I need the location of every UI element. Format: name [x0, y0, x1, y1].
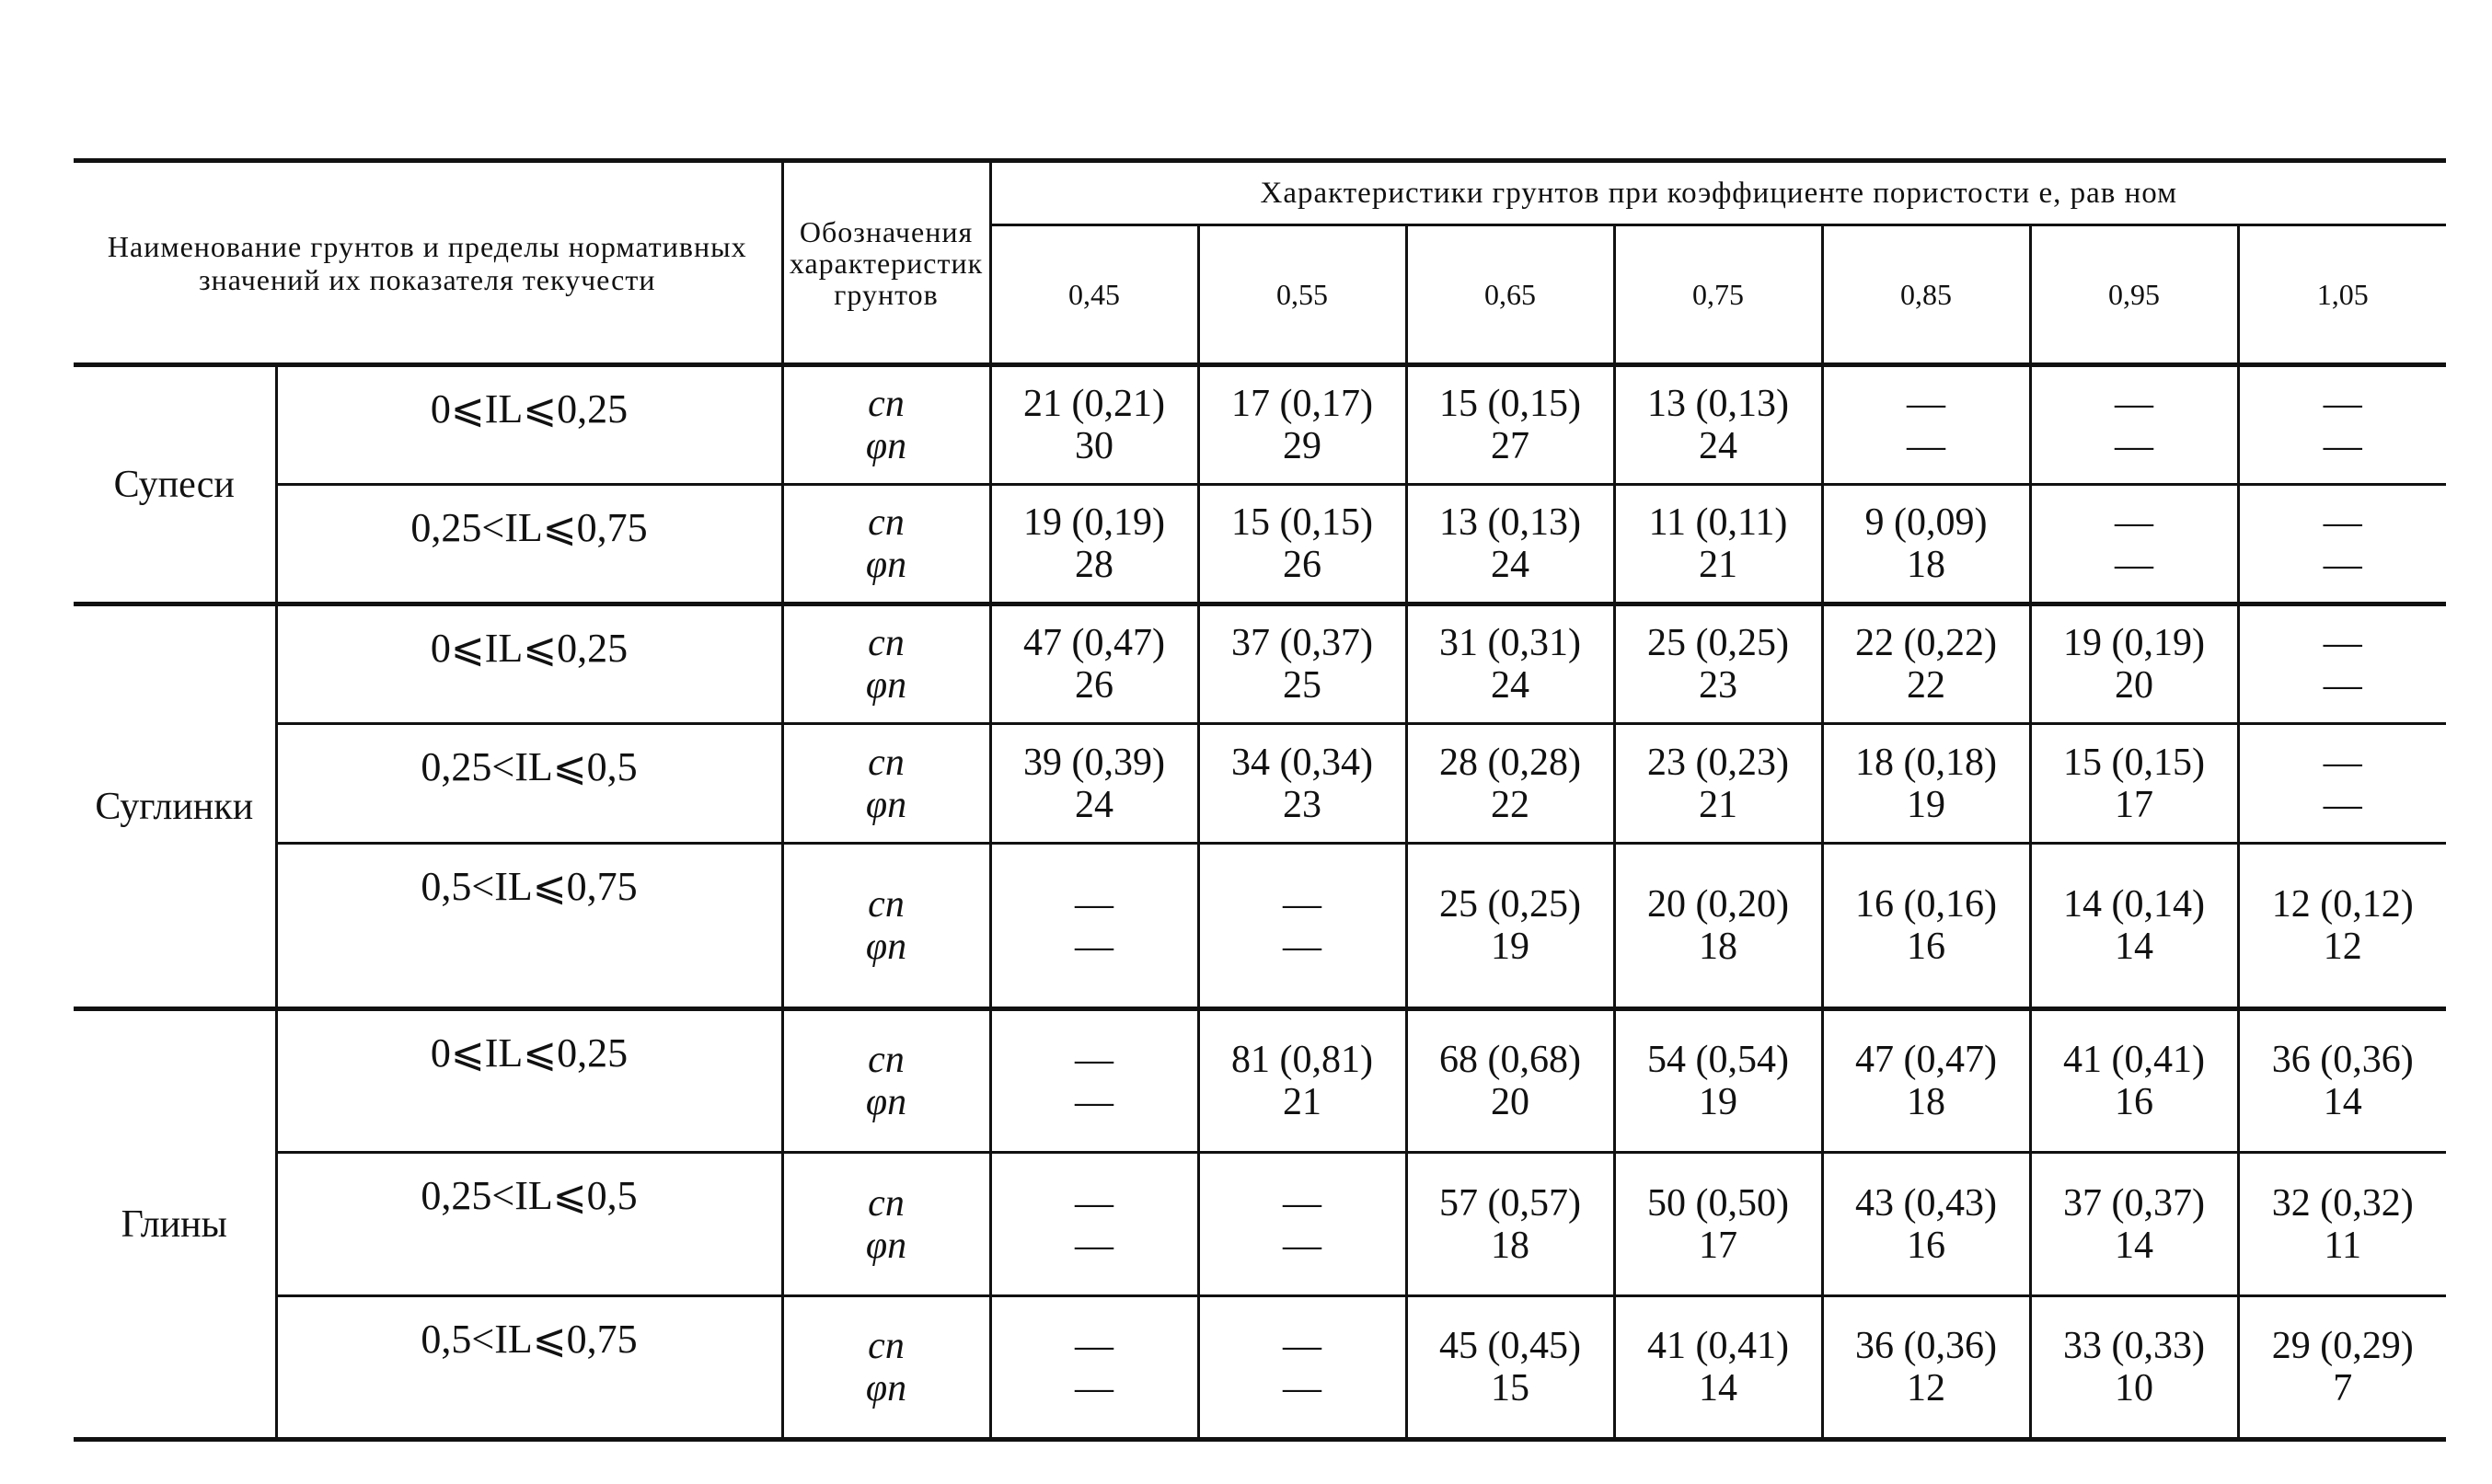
- friction-angle-value: 21: [1283, 1081, 1321, 1123]
- soil-type-name: Глины: [74, 1009, 276, 1440]
- characteristic-symbols: [782, 604, 990, 724]
- friction-angle-value: 19: [1907, 783, 1945, 826]
- cohesion-value: 34 (0,34): [1231, 741, 1373, 784]
- cohesion-value: —: [2115, 501, 2153, 544]
- value-cell: [1198, 485, 1406, 604]
- friction-angle-value: 26: [1075, 664, 1113, 707]
- value-cell: [1614, 1153, 1822, 1296]
- cohesion-value: —: [2323, 741, 2362, 784]
- cohesion-value: —: [2323, 501, 2362, 544]
- friction-angle-value: —: [2323, 783, 2362, 826]
- table-row: [74, 724, 2446, 844]
- friction-angle-value: 25: [1283, 664, 1321, 707]
- value-cell: [2238, 365, 2446, 485]
- friction-angle-symbol: φn: [865, 1367, 907, 1409]
- liquidity-index-range: 0,25<IL⩽0,75: [276, 485, 782, 604]
- value-cell: [1406, 1009, 1614, 1153]
- value-cell: [1198, 1296, 1406, 1440]
- cohesion-value: 19 (0,19): [2063, 622, 2205, 664]
- cohesion-value: 47 (0,47): [1855, 1039, 1997, 1081]
- friction-angle-value: —: [1907, 425, 1945, 467]
- friction-angle-value: 16: [2115, 1081, 2153, 1123]
- header-soil-name: Наименование грунтов и пределы нормативных значений их показателя текучести: [74, 161, 782, 365]
- cohesion-value: 14 (0,14): [2063, 883, 2205, 926]
- friction-angle-symbol: φn: [865, 783, 907, 826]
- characteristic-symbols: [782, 844, 990, 1009]
- friction-angle-value: —: [1075, 1367, 1113, 1409]
- friction-angle-value: 23: [1283, 783, 1321, 826]
- friction-angle-symbol: φn: [865, 1224, 907, 1267]
- cohesion-value: 15 (0,15): [1231, 501, 1373, 544]
- value-cell: [1614, 485, 1822, 604]
- cohesion-value: 50 (0,50): [1647, 1181, 1789, 1225]
- friction-angle-value: 12: [1907, 1367, 1945, 1409]
- friction-angle-value: —: [1283, 926, 1321, 968]
- value-cell: [1406, 724, 1614, 844]
- liquidity-index-range: 0,25<IL⩽0,5: [276, 724, 782, 844]
- value-cell: [1198, 1153, 1406, 1296]
- cohesion-value: —: [2115, 383, 2153, 425]
- table-row: [74, 485, 2446, 604]
- value-cell: [2238, 485, 2446, 604]
- value-cell: [1822, 724, 2030, 844]
- value-cell: [2030, 604, 2238, 724]
- value-cell: [1406, 1153, 1614, 1296]
- cohesion-value: 37 (0,37): [2063, 1181, 2205, 1225]
- header-porosity-group: Характеристики грунтов при коэффициенте пористости e, рав ном: [990, 161, 2446, 225]
- cohesion-value: 15 (0,15): [2063, 741, 2205, 784]
- value-cell: [2030, 1296, 2238, 1440]
- cohesion-value: 32 (0,32): [2271, 1181, 2414, 1225]
- cohesion-value: 37 (0,37): [1231, 622, 1373, 664]
- cohesion-value: 36 (0,36): [2271, 1039, 2414, 1081]
- liquidity-index-range: 0⩽IL⩽0,25: [276, 604, 782, 724]
- value-cell: [1198, 1009, 1406, 1153]
- value-cell: [990, 485, 1198, 604]
- header-e-value: 1,05: [2238, 225, 2446, 365]
- friction-angle-value: 16: [1907, 1224, 1945, 1267]
- cohesion-symbol: cn: [868, 1039, 905, 1081]
- friction-angle-symbol: φn: [865, 664, 907, 707]
- friction-angle-value: 14: [1699, 1367, 1737, 1409]
- cohesion-value: 47 (0,47): [1023, 622, 1165, 664]
- cohesion-value: 33 (0,33): [2063, 1325, 2205, 1367]
- value-cell: [2238, 1296, 2446, 1440]
- liquidity-index-range: 0⩽IL⩽0,25: [276, 365, 782, 485]
- value-cell: [1406, 1296, 1614, 1440]
- value-cell: [990, 1153, 1198, 1296]
- liquidity-index-range: 0,25<IL⩽0,5: [276, 1153, 782, 1296]
- friction-angle-value: —: [1283, 1224, 1321, 1267]
- friction-angle-value: 24: [1699, 425, 1737, 467]
- friction-angle-value: 17: [1699, 1224, 1737, 1267]
- header-e-value: 0,85: [1822, 225, 2030, 365]
- value-cell: [1406, 844, 1614, 1009]
- table-row: [74, 365, 2446, 485]
- cohesion-value: 43 (0,43): [1855, 1181, 1997, 1225]
- value-cell: [2030, 365, 2238, 485]
- cohesion-symbol: cn: [868, 622, 905, 664]
- value-cell: [1614, 1009, 1822, 1153]
- friction-angle-value: 19: [1699, 1081, 1737, 1123]
- cohesion-value: 19 (0,19): [1023, 501, 1165, 544]
- cohesion-value: 31 (0,31): [1439, 622, 1581, 664]
- value-cell: [990, 1296, 1198, 1440]
- characteristic-symbols: [782, 724, 990, 844]
- friction-angle-value: 30: [1075, 425, 1113, 467]
- value-cell: [1614, 844, 1822, 1009]
- table-row: [74, 1296, 2446, 1440]
- cohesion-symbol: cn: [868, 383, 905, 425]
- friction-angle-value: 18: [1907, 544, 1945, 586]
- cohesion-value: 41 (0,41): [1647, 1325, 1789, 1367]
- cohesion-value: —: [1283, 1325, 1321, 1367]
- soil-type-name: Суглинки: [74, 604, 276, 1009]
- cohesion-symbol: cn: [868, 1325, 905, 1367]
- header-e-value: 0,65: [1406, 225, 1614, 365]
- value-cell: [1198, 724, 1406, 844]
- cohesion-value: 9 (0,09): [1864, 501, 1988, 544]
- cohesion-value: 23 (0,23): [1647, 741, 1789, 784]
- friction-angle-value: 22: [1907, 664, 1945, 707]
- friction-angle-value: 10: [2115, 1367, 2153, 1409]
- value-cell: [2030, 1153, 2238, 1296]
- friction-angle-value: —: [2323, 425, 2362, 467]
- friction-angle-value: —: [1075, 926, 1113, 968]
- value-cell: [1822, 1009, 2030, 1153]
- cohesion-value: —: [1075, 1039, 1113, 1081]
- friction-angle-value: —: [1075, 1224, 1113, 1267]
- friction-angle-value: 12: [2323, 926, 2362, 968]
- cohesion-value: —: [2323, 622, 2362, 664]
- friction-angle-value: 24: [1491, 544, 1529, 586]
- value-cell: [1614, 365, 1822, 485]
- value-cell: [990, 844, 1198, 1009]
- soil-characteristics-table: [74, 158, 2446, 1442]
- friction-angle-value: —: [2115, 425, 2153, 467]
- cohesion-symbol: cn: [868, 501, 905, 544]
- cohesion-value: 17 (0,17): [1231, 383, 1373, 425]
- friction-angle-value: 14: [2115, 926, 2153, 968]
- table-row: [74, 1009, 2446, 1153]
- value-cell: [2030, 1009, 2238, 1153]
- friction-angle-value: 15: [1491, 1367, 1529, 1409]
- value-cell: [1822, 485, 2030, 604]
- friction-angle-symbol: φn: [865, 544, 907, 586]
- cohesion-value: 81 (0,81): [1231, 1039, 1373, 1081]
- cohesion-value: 25 (0,25): [1647, 622, 1789, 664]
- cohesion-value: 15 (0,15): [1439, 383, 1581, 425]
- table-row: [74, 604, 2446, 724]
- value-cell: [1406, 604, 1614, 724]
- value-cell: [1614, 724, 1822, 844]
- characteristic-symbols: [782, 1009, 990, 1153]
- friction-angle-value: 20: [2115, 664, 2153, 707]
- value-cell: [2030, 844, 2238, 1009]
- value-cell: [2238, 1153, 2446, 1296]
- friction-angle-value: 14: [2115, 1224, 2153, 1267]
- friction-angle-value: 21: [1699, 783, 1737, 826]
- cohesion-symbol: cn: [868, 883, 905, 926]
- friction-angle-value: 24: [1075, 783, 1113, 826]
- friction-angle-value: 16: [1907, 926, 1945, 968]
- header-e-value: 0,75: [1614, 225, 1822, 365]
- friction-angle-value: 26: [1283, 544, 1321, 586]
- header-e-value: 0,45: [990, 225, 1198, 365]
- cohesion-value: —: [1907, 383, 1945, 425]
- value-cell: [1822, 365, 2030, 485]
- header-e-value: 0,55: [1198, 225, 1406, 365]
- value-cell: [2238, 844, 2446, 1009]
- cohesion-value: 36 (0,36): [1855, 1325, 1997, 1367]
- friction-angle-value: 21: [1699, 544, 1737, 586]
- friction-angle-value: 7: [2333, 1367, 2353, 1409]
- value-cell: [2238, 604, 2446, 724]
- header-symbol: Обозначения характеристик грунтов: [782, 161, 990, 365]
- value-cell: [1198, 844, 1406, 1009]
- cohesion-value: —: [1283, 883, 1321, 926]
- cohesion-value: 54 (0,54): [1647, 1039, 1789, 1081]
- value-cell: [1198, 365, 1406, 485]
- cohesion-value: 11 (0,11): [1648, 501, 1788, 544]
- value-cell: [1822, 1296, 2030, 1440]
- friction-angle-value: 24: [1491, 664, 1529, 707]
- friction-angle-value: —: [1075, 1081, 1113, 1123]
- cohesion-value: 22 (0,22): [1855, 622, 1997, 664]
- cohesion-symbol: cn: [868, 1181, 905, 1225]
- cohesion-value: 39 (0,39): [1023, 741, 1165, 784]
- cohesion-value: 13 (0,13): [1439, 501, 1581, 544]
- value-cell: [1614, 1296, 1822, 1440]
- value-cell: [1406, 365, 1614, 485]
- cohesion-value: —: [1283, 1181, 1321, 1225]
- friction-angle-value: 19: [1491, 926, 1529, 968]
- characteristic-symbols: [782, 1153, 990, 1296]
- friction-angle-value: 18: [1907, 1081, 1945, 1123]
- value-cell: [990, 365, 1198, 485]
- cohesion-value: 45 (0,45): [1439, 1325, 1581, 1367]
- friction-angle-value: 27: [1491, 425, 1529, 467]
- table-row: [74, 1153, 2446, 1296]
- friction-angle-value: 22: [1491, 783, 1529, 826]
- cohesion-value: 20 (0,20): [1647, 883, 1789, 926]
- friction-angle-value: —: [2323, 664, 2362, 707]
- characteristic-symbols: [782, 1296, 990, 1440]
- value-cell: [2238, 1009, 2446, 1153]
- cohesion-value: 28 (0,28): [1439, 741, 1581, 784]
- cohesion-value: 16 (0,16): [1855, 883, 1997, 926]
- value-cell: [1822, 844, 2030, 1009]
- liquidity-index-range: 0,5<IL⩽0,75: [276, 1296, 782, 1440]
- cohesion-value: —: [1075, 1181, 1113, 1225]
- cohesion-value: 18 (0,18): [1855, 741, 1997, 784]
- cohesion-value: 41 (0,41): [2063, 1039, 2205, 1081]
- value-cell: [1822, 1153, 2030, 1296]
- friction-angle-value: —: [2323, 544, 2362, 586]
- friction-angle-symbol: φn: [865, 1081, 907, 1123]
- value-cell: [2030, 724, 2238, 844]
- characteristic-symbols: [782, 485, 990, 604]
- value-cell: [990, 724, 1198, 844]
- friction-angle-value: 28: [1075, 544, 1113, 586]
- value-cell: [1406, 485, 1614, 604]
- friction-angle-value: 23: [1699, 664, 1737, 707]
- value-cell: [1614, 604, 1822, 724]
- friction-angle-value: 20: [1491, 1081, 1529, 1123]
- cohesion-value: 29 (0,29): [2271, 1325, 2414, 1367]
- value-cell: [2238, 724, 2446, 844]
- friction-angle-value: 14: [2323, 1081, 2362, 1123]
- friction-angle-value: 17: [2115, 783, 2153, 826]
- characteristic-symbols: [782, 365, 990, 485]
- value-cell: [1822, 604, 2030, 724]
- value-cell: [2030, 485, 2238, 604]
- friction-angle-symbol: φn: [865, 926, 907, 968]
- liquidity-index-range: 0,5<IL⩽0,75: [276, 844, 782, 1009]
- cohesion-value: —: [1075, 1325, 1113, 1367]
- cohesion-value: —: [1075, 883, 1113, 926]
- cohesion-value: 12 (0,12): [2271, 883, 2414, 926]
- cohesion-value: 13 (0,13): [1647, 383, 1789, 425]
- value-cell: [990, 604, 1198, 724]
- value-cell: [1198, 604, 1406, 724]
- friction-angle-value: 11: [2324, 1224, 2361, 1267]
- friction-angle-value: 18: [1699, 926, 1737, 968]
- friction-angle-symbol: φn: [865, 425, 907, 467]
- cohesion-value: 57 (0,57): [1439, 1181, 1581, 1225]
- liquidity-index-range: 0⩽IL⩽0,25: [276, 1009, 782, 1153]
- cohesion-value: —: [2323, 383, 2362, 425]
- value-cell: [990, 1009, 1198, 1153]
- friction-angle-value: 29: [1283, 425, 1321, 467]
- cohesion-value: 21 (0,21): [1023, 383, 1165, 425]
- header-e-value: 0,95: [2030, 225, 2238, 365]
- friction-angle-value: 18: [1491, 1224, 1529, 1267]
- soil-type-name: Супеси: [74, 365, 276, 604]
- friction-angle-value: —: [1283, 1367, 1321, 1409]
- cohesion-value: 25 (0,25): [1439, 883, 1581, 926]
- table-row: [74, 844, 2446, 1009]
- cohesion-symbol: cn: [868, 741, 905, 784]
- cohesion-value: 68 (0,68): [1439, 1039, 1581, 1081]
- friction-angle-value: —: [2115, 544, 2153, 586]
